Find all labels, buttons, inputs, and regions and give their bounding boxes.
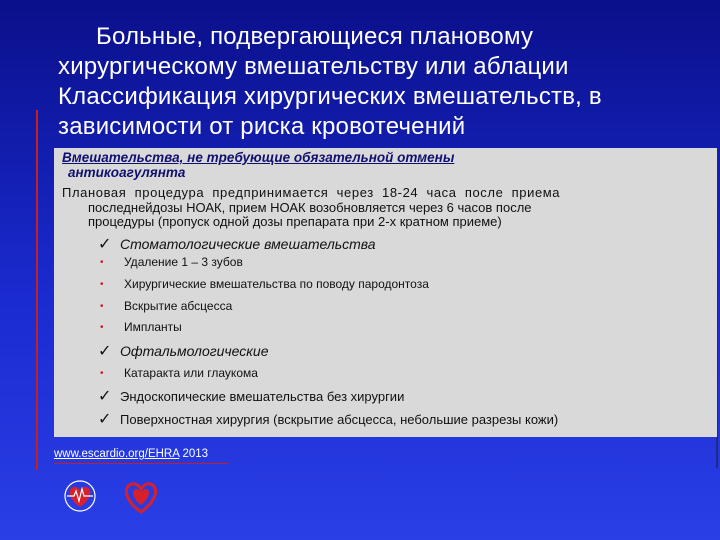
source-link[interactable]: www.escardio.org/EHRA: [54, 448, 180, 460]
intro-line-2: последнейдозы НОАК, прием НОАК возобновляется через 6 часов после: [88, 199, 532, 215]
footer-divider: [54, 463, 229, 464]
bullet-icon: •: [100, 256, 104, 268]
list-item-text: Удаление 1 – 3 зубов: [124, 255, 243, 269]
panel-heading-line-1: Вмешательства, не требующие обязательной отмены: [62, 150, 455, 165]
section-dental: [98, 234, 376, 254]
checkmark-icon: ✓: [98, 411, 112, 428]
bullet-icon: •: [100, 321, 104, 333]
intro-line-3: процедуры (пропуск одной дозы препарата при 2-х кратном приеме): [88, 214, 502, 229]
list-item: [100, 255, 243, 269]
bullet-icon: •: [100, 278, 104, 290]
section-label: Офтальмологические: [120, 343, 269, 359]
list-item: [100, 299, 232, 313]
left-accent-line: [36, 110, 38, 470]
list-item-text: Катаракта или глаукома: [124, 366, 258, 380]
section-endoscopic: [98, 386, 404, 406]
checkmark-icon: ✓: [98, 343, 112, 360]
title-line-3: Классификация хирургических вмешательств, в: [58, 83, 602, 110]
heart-rhythm-logo: [56, 476, 104, 521]
title-line-2: хирургическому вмешательству или аблации: [58, 53, 569, 80]
section-ophthalmic: [98, 341, 268, 361]
intro-text: [62, 186, 712, 230]
list-item: [100, 320, 182, 334]
checkmark-icon: ✓: [98, 388, 112, 405]
bullet-icon: •: [100, 367, 104, 379]
section-label: Стоматологические вмешательства: [120, 236, 376, 252]
panel-heading: [62, 150, 622, 180]
title-line-1: Больные, подвергающиеся плановому: [96, 23, 534, 50]
intro-line-1: Плановая процедура предпринимается через 18-24 часа после приема: [62, 185, 561, 200]
source-citation: [54, 448, 208, 460]
source-year: 2013: [182, 448, 209, 460]
esc-heart-logo: [118, 478, 164, 521]
content-panel: [54, 148, 717, 437]
section-superficial: [98, 409, 558, 429]
slide-title: [58, 22, 708, 142]
section-label: Поверхностная хирургия (вскрытие абсцесса, небольшие разрезы кожи): [120, 412, 559, 427]
heart-rhythm-icon: [56, 476, 104, 516]
list-item: [100, 366, 258, 380]
list-item-text: Импланты: [124, 320, 182, 334]
panel-heading-line-2: антикоагулянта: [68, 165, 186, 180]
checkmark-icon: ✓: [98, 236, 112, 253]
list-item-text: Вскрытие абсцесса: [124, 299, 233, 313]
bullet-icon: •: [100, 300, 104, 312]
list-item-text: Хирургические вмешательства по поводу пародонтоза: [124, 277, 429, 291]
esc-heart-icon: [118, 478, 164, 516]
list-item: [100, 277, 429, 291]
section-label: Эндоскопические вмешательства без хирургии: [120, 389, 405, 404]
title-line-4: зависимости от риска кровотечений: [58, 113, 466, 140]
